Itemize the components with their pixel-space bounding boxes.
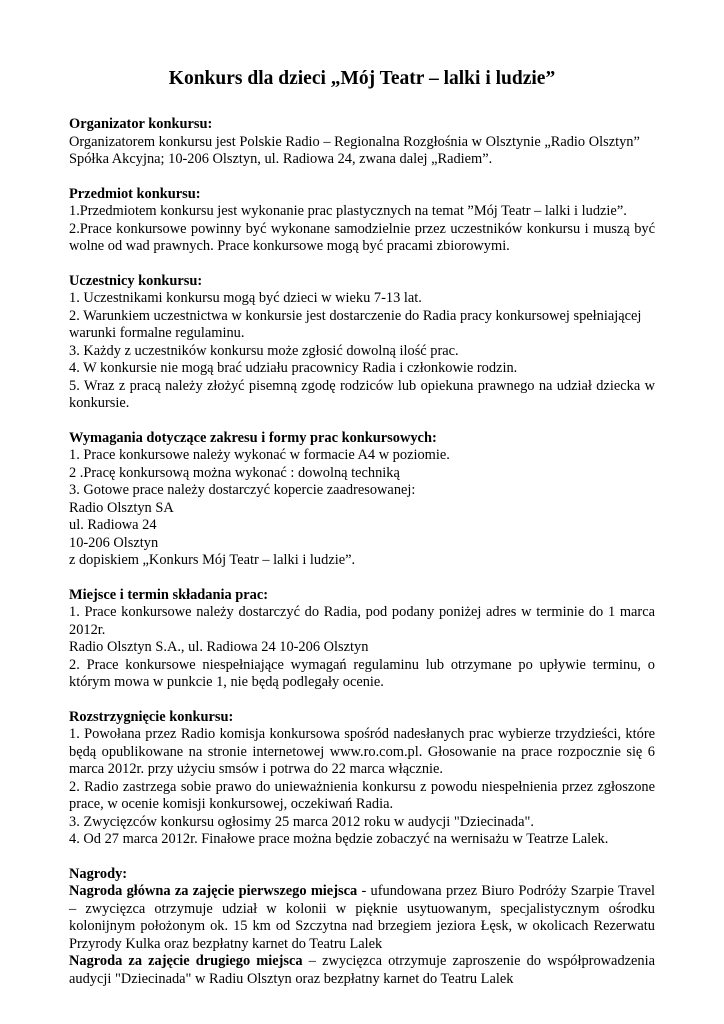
- address-line: 10-206 Olsztyn: [69, 534, 159, 551]
- resolution-item: 3. Zwycięzców konkursu ogłosimy 25 marca 2012 roku w audycji "Dziecinada".: [69, 813, 534, 830]
- place-address: Radio Olsztyn S.A., ul. Radiowa 24 10-206 Olsztyn: [69, 639, 369, 655]
- organizer-section: [69, 116, 655, 169]
- organizer-heading: Organizator konkursu:: [69, 116, 213, 132]
- requirements-item: 1. Prace konkursowe należy wykonać w formacie A4 w poziomie.: [69, 447, 450, 463]
- participants-section: [69, 273, 655, 413]
- resolution-heading: Rozstrzygnięcie konkursu:: [69, 708, 234, 725]
- second-prize: [69, 953, 655, 988]
- participants-item: 1. Uczestnikami konkursu mogą być dzieci w wieku 7-13 lat.: [69, 290, 422, 306]
- place-heading: Miejsce i termin składania prac:: [69, 586, 269, 603]
- address-line: ul. Radiowa 24: [69, 517, 157, 533]
- second-prize-text: – zwycięzca otrzymuje zaproszenie do współprowadzenia audycji "Dziecinada" w Radiu Olsztyn oraz bezpłatny karnet do Teatru Lalek: [69, 953, 655, 987]
- subject-section: [69, 186, 655, 256]
- prizes-heading: Nagrody:: [69, 865, 128, 882]
- document-title: Konkurs dla dzieci „Mój Teatr – lalki i ludzie”: [168, 68, 556, 89]
- subject-item: 1.Przedmiotem konkursu jest wykonanie prac plastycznych na temat ”Mój Teatr – lalki i ludzie”.: [69, 203, 627, 219]
- subject-item: 2.Prace konkursowe powinny być wykonane samodzielnie przez uczestników konkursu i muszą być wolne od wad prawnych. Prace konkursowe mogą być pracami zbiorowymi.: [69, 220, 655, 254]
- address-line: Radio Olsztyn SA: [69, 499, 174, 516]
- requirements-section: [69, 430, 655, 570]
- first-prize-label: Nagroda główna za zajęcie pierwszego miejsca: [69, 883, 358, 899]
- participants-heading: Uczestnicy konkursu:: [69, 272, 203, 289]
- participants-item: 3. Każdy z uczestników konkursu może zgłosić dowolną ilość prac.: [69, 342, 459, 359]
- second-prize-label: Nagroda za zajęcie drugiego miejsca: [69, 953, 303, 969]
- first-prize-text: - ufundowana przez Biuro Podróży Szarpie Travel – zwycięzca otrzymuje udział w kolonii w pięknie usytuowanym, specjalistycznym ośrodku kolonijnym położonym ok. 15 km od Szczytna nad brzegiem jeziora Łęsk, w okolicach Rezerwatu Przyrody Kulka oraz bezpłatny karnet do Teatru Lalek: [69, 883, 656, 952]
- resolution-item: 1. Powołana przez Radio komisja konkursowa spośród nadesłanych prac wybierze trzydzieści, które będą opublikowane na stronie internetowej www.ro.com.pl. Głosowanie na prace rozpocznie się 6 marca 2012r. przy użyciu smsów i potrwa do 22 marca włącznie.: [69, 726, 655, 777]
- resolution-item: 2. Radio zastrzega sobie prawo do unieważnienia konkursu z powodu niespełnienia przez zgłoszone prace, w ocenie komisji konkursowej, oczekiwań Radia.: [69, 778, 655, 812]
- document-page: [69, 66, 655, 1005]
- requirements-item: 3. Gotowe prace należy dostarczyć kopercie zaadresowanej:: [69, 482, 416, 498]
- first-prize: [69, 883, 655, 953]
- requirements-item: 2 .Pracę konkursową można wykonać : dowolną techniką: [69, 464, 400, 481]
- subject-heading: Przedmiot konkursu:: [69, 185, 201, 202]
- place-item: 2. Prace konkursowe niespełniające wymagań regulaminu lub otrzymane po upływie terminu, o którym mowa w punkcie 1, nie będą podlegały ocenie.: [69, 656, 655, 690]
- participants-item: 4. W konkursie nie mogą brać udziału pracownicy Radia i członkowie rodzin.: [69, 360, 518, 376]
- envelope-note: z dopiskiem „Konkurs Mój Teatr – lalki i ludzie”.: [69, 552, 356, 568]
- place-section: [69, 587, 655, 692]
- organizer-text: Organizatorem konkursu jest Polskie Radio – Regionalna Rozgłośnia w Olsztynie „Radio Olsztyn” Spółka Akcyjna; 10-206 Olsztyn, ul. Radiowa 24, zwana dalej „Radiem”.: [69, 133, 640, 167]
- resolution-section: [69, 709, 655, 849]
- place-item: 1. Prace konkursowe należy dostarczyć do Radia, pod podany poniżej adres w terminie do 1 marca 2012r.: [69, 604, 655, 638]
- prizes-section: [69, 866, 655, 989]
- resolution-item: 4. Od 27 marca 2012r. Finałowe prace można będzie zobaczyć na wernisażu w Teatrze Lalek.: [69, 831, 609, 847]
- participants-item: 5. Wraz z pracą należy złożyć pisemną zgodę rodziców lub opiekuna prawnego na udział dziecka w konkursie.: [69, 377, 655, 411]
- requirements-heading: Wymagania dotyczące zakresu i formy prac konkursowych:: [69, 429, 437, 446]
- participants-item: 2. Warunkiem uczestnictwa w konkursie jest dostarczenie do Radia pracy konkursowej spełniającej warunki formalne regulaminu.: [69, 307, 642, 341]
